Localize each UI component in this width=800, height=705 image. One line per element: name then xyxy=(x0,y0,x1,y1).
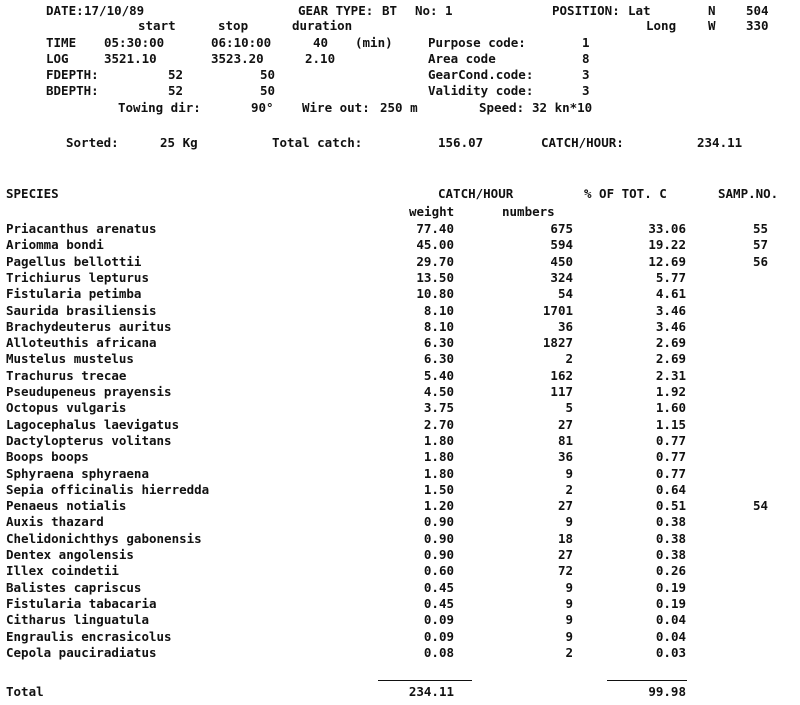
catch-numbers: 450 xyxy=(550,253,573,269)
pct-of-total: 3.46 xyxy=(655,302,686,318)
species-name: Trichiurus lepturus xyxy=(6,269,149,285)
bdepth-stop: 50 xyxy=(260,83,276,98)
wire-label: Wire out: xyxy=(302,100,370,115)
lat-value: 504 xyxy=(746,3,769,18)
catch-numbers: 27 xyxy=(557,416,573,432)
pct-of-total: 0.04 xyxy=(655,628,686,644)
catch-weight: 0.09 xyxy=(423,628,454,644)
pct-of-total: 0.77 xyxy=(655,432,686,448)
pct-of-total: 1.92 xyxy=(655,384,686,399)
area-value: 8 xyxy=(582,51,590,66)
pct-of-total: 0.77 xyxy=(655,465,686,481)
pct-of-total: 0.77 xyxy=(655,449,686,465)
fdepth-stop: 50 xyxy=(260,67,276,82)
species-name: Octopus vulgaris xyxy=(6,400,127,416)
catch-weight: 2.70 xyxy=(423,416,454,432)
log-stop: 3523.20 xyxy=(211,51,264,66)
catch-weight: 1.80 xyxy=(423,465,454,481)
catch-numbers: 5 xyxy=(565,400,573,416)
total-catch-label: Total catch: xyxy=(272,135,363,150)
pct-of-total: 33.06 xyxy=(648,221,686,236)
sample-number: 57 xyxy=(752,237,768,253)
long-value: 330 xyxy=(746,18,769,33)
total-label: Total xyxy=(6,684,44,699)
catch-weight: 6.30 xyxy=(423,351,454,367)
catch-hour-label: CATCH/HOUR: xyxy=(541,135,624,150)
catch-numbers: 72 xyxy=(557,563,573,579)
sample-number: 56 xyxy=(752,253,768,269)
catch-numbers: 36 xyxy=(557,318,573,334)
pct-of-total: 0.64 xyxy=(655,481,686,497)
catch-weight: 45.00 xyxy=(416,237,454,253)
catch-weight: 10.80 xyxy=(416,286,454,302)
bdepth-label: BDEPTH: xyxy=(46,83,99,98)
fdepth-label: FDEPTH: xyxy=(46,67,99,82)
catch-weight: 13.50 xyxy=(416,269,454,285)
col-start: start xyxy=(138,18,176,33)
long-label: Long xyxy=(646,18,677,33)
species-name: Trachurus trecae xyxy=(6,367,127,383)
sub-weight-header: weight xyxy=(409,204,455,219)
species-name: Balistes capriscus xyxy=(6,579,142,595)
time-label: TIME xyxy=(46,35,77,50)
species-name: Citharus linguatula xyxy=(6,612,149,628)
catch-weight: 0.90 xyxy=(423,547,454,562)
total-weight: 234.11 xyxy=(408,684,454,699)
catch-weight: 0.60 xyxy=(423,563,454,579)
species-name: Alloteuthis africana xyxy=(6,335,157,351)
purpose-value: 1 xyxy=(582,35,590,50)
species-name: Illex coindetii xyxy=(6,563,119,579)
total-pct: 99.98 xyxy=(648,684,686,699)
lat-label: Lat xyxy=(628,3,651,18)
area-label: Area code xyxy=(428,51,496,66)
catch-weight: 77.40 xyxy=(416,221,454,236)
catch-numbers: 594 xyxy=(550,237,573,253)
catch-weight: 8.10 xyxy=(423,302,454,318)
species-name: Cepola pauciradiatus xyxy=(6,644,157,660)
gear-type-value: BT xyxy=(382,3,398,18)
catch-numbers: 9 xyxy=(565,595,573,611)
time-duration: 40 xyxy=(313,35,329,50)
towing-label: Towing dir: xyxy=(118,100,201,115)
speed-label: Speed: xyxy=(479,100,525,115)
catch-numbers: 675 xyxy=(550,221,573,236)
catch-numbers: 162 xyxy=(550,367,573,383)
no-label: No: xyxy=(415,3,438,18)
catch-numbers: 9 xyxy=(565,628,573,644)
catch-weight: 3.75 xyxy=(423,400,454,416)
catch-weight: 8.10 xyxy=(423,318,454,334)
col-catch-hour-header: CATCH/HOUR xyxy=(438,186,514,201)
catch-numbers: 324 xyxy=(550,269,573,285)
species-name: Sepia officinalis hierredda xyxy=(6,481,210,497)
pct-of-total: 5.77 xyxy=(655,269,686,285)
fdepth-start: 52 xyxy=(168,67,184,82)
pct-of-total: 12.69 xyxy=(648,253,686,269)
catch-numbers: 36 xyxy=(557,449,573,465)
gearcond-label: GearCond.code: xyxy=(428,67,534,82)
species-name: Dactylopterus volitans xyxy=(6,432,172,448)
pct-of-total: 0.26 xyxy=(655,563,686,579)
sample-number: 55 xyxy=(752,221,768,236)
bdepth-start: 52 xyxy=(168,83,184,98)
pct-of-total: 2.31 xyxy=(655,367,686,383)
sample-number: 54 xyxy=(752,498,768,514)
species-name: Sphyraena sphyraena xyxy=(6,465,149,481)
catch-hour-value: 234.11 xyxy=(697,135,743,150)
pct-of-total: 1.15 xyxy=(655,416,686,432)
sorted-label: Sorted: xyxy=(66,135,119,150)
catch-weight: 4.50 xyxy=(423,384,454,399)
catch-numbers: 9 xyxy=(565,612,573,628)
col-samp-header: SAMP.NO. xyxy=(718,186,779,201)
species-name: Saurida brasiliensis xyxy=(6,302,157,318)
catch-numbers: 9 xyxy=(565,579,573,595)
pct-of-total: 2.69 xyxy=(655,335,686,351)
catch-numbers: 9 xyxy=(565,465,573,481)
catch-weight: 0.09 xyxy=(423,612,454,628)
col-duration: duration xyxy=(292,18,353,33)
pct-of-total: 0.51 xyxy=(655,498,686,514)
catch-numbers: 18 xyxy=(557,530,573,546)
pct-of-total: 0.38 xyxy=(655,547,686,562)
towing-value: 90° xyxy=(251,100,274,115)
speed-value: 32 kn*10 xyxy=(532,100,593,115)
pct-of-total: 19.22 xyxy=(648,237,686,253)
pct-of-total: 2.69 xyxy=(655,351,686,367)
sorted-value: 25 Kg xyxy=(160,135,198,150)
wire-value: 250 m xyxy=(380,100,418,115)
purpose-label: Purpose code: xyxy=(428,35,526,50)
species-name: Boops boops xyxy=(6,449,89,465)
log-diff: 2.10 xyxy=(305,51,336,66)
catch-weight: 0.90 xyxy=(423,514,454,530)
pct-of-total: 0.38 xyxy=(655,530,686,546)
species-name: Pseudupeneus prayensis xyxy=(6,384,172,399)
catch-numbers: 1827 xyxy=(542,335,573,351)
catch-numbers: 9 xyxy=(565,514,573,530)
catch-weight: 1.50 xyxy=(423,481,454,497)
catch-weight: 6.30 xyxy=(423,335,454,351)
validity-value: 3 xyxy=(582,83,590,98)
species-name: Ariomma bondi xyxy=(6,237,104,253)
species-name: Penaeus notialis xyxy=(6,498,127,514)
catch-weight: 0.45 xyxy=(423,579,454,595)
pct-of-total: 0.04 xyxy=(655,612,686,628)
col-pct-header: % OF TOT. C xyxy=(584,186,667,201)
species-name: Dentex angolensis xyxy=(6,547,134,562)
species-name: Brachydeuterus auritus xyxy=(6,318,172,334)
total-pct-underline xyxy=(607,680,687,681)
gearcond-value: 3 xyxy=(582,67,590,82)
catch-weight: 1.80 xyxy=(423,449,454,465)
col-species-header: SPECIES xyxy=(6,186,59,201)
pct-of-total: 0.38 xyxy=(655,514,686,530)
date-label: DATE: xyxy=(46,3,84,18)
catch-weight: 0.45 xyxy=(423,595,454,611)
pct-of-total: 3.46 xyxy=(655,318,686,334)
species-name: Engraulis encrasicolus xyxy=(6,628,172,644)
pct-of-total: 0.19 xyxy=(655,595,686,611)
catch-weight: 0.08 xyxy=(423,644,454,660)
catch-numbers: 81 xyxy=(557,432,573,448)
pct-of-total: 0.19 xyxy=(655,579,686,595)
time-stop: 06:10:00 xyxy=(211,35,272,50)
gear-type-label: GEAR TYPE: xyxy=(298,3,374,18)
position-label: POSITION: xyxy=(552,3,620,18)
species-name: Auxis thazard xyxy=(6,514,104,530)
pct-of-total: 0.03 xyxy=(655,644,686,660)
species-name: Chelidonichthys gabonensis xyxy=(6,530,202,546)
pct-of-total: 4.61 xyxy=(655,286,686,302)
catch-numbers: 27 xyxy=(557,547,573,562)
catch-numbers: 117 xyxy=(550,384,573,399)
date-value: 17/10/89 xyxy=(84,3,145,18)
catch-weight: 29.70 xyxy=(416,253,454,269)
species-name: Fistularia petimba xyxy=(6,286,142,302)
species-name: Mustelus mustelus xyxy=(6,351,134,367)
catch-numbers: 2 xyxy=(565,481,573,497)
total-weight-underline xyxy=(378,680,472,681)
log-label: LOG xyxy=(46,51,69,66)
long-dir: W xyxy=(708,18,716,33)
catch-numbers: 2 xyxy=(565,644,573,660)
catch-numbers: 54 xyxy=(557,286,573,302)
sub-numbers-header: numbers xyxy=(502,204,555,219)
catch-weight: 1.80 xyxy=(423,432,454,448)
catch-numbers: 1701 xyxy=(542,302,573,318)
catch-weight: 1.20 xyxy=(423,498,454,514)
no-value: 1 xyxy=(445,3,453,18)
col-stop: stop xyxy=(218,18,249,33)
time-start: 05:30:00 xyxy=(104,35,165,50)
catch-weight: 5.40 xyxy=(423,367,454,383)
pct-of-total: 1.60 xyxy=(655,400,686,416)
species-name: Pagellus bellottii xyxy=(6,253,142,269)
catch-numbers: 2 xyxy=(565,351,573,367)
time-unit: (min) xyxy=(355,35,393,50)
catch-weight: 0.90 xyxy=(423,530,454,546)
validity-label: Validity code: xyxy=(428,83,534,98)
total-catch-value: 156.07 xyxy=(438,135,484,150)
catch-numbers: 27 xyxy=(557,498,573,514)
lat-dir: N xyxy=(708,3,716,18)
species-name: Lagocephalus laevigatus xyxy=(6,416,180,432)
species-name: Fistularia tabacaria xyxy=(6,595,157,611)
log-start: 3521.10 xyxy=(104,51,157,66)
species-name: Priacanthus arenatus xyxy=(6,221,157,236)
